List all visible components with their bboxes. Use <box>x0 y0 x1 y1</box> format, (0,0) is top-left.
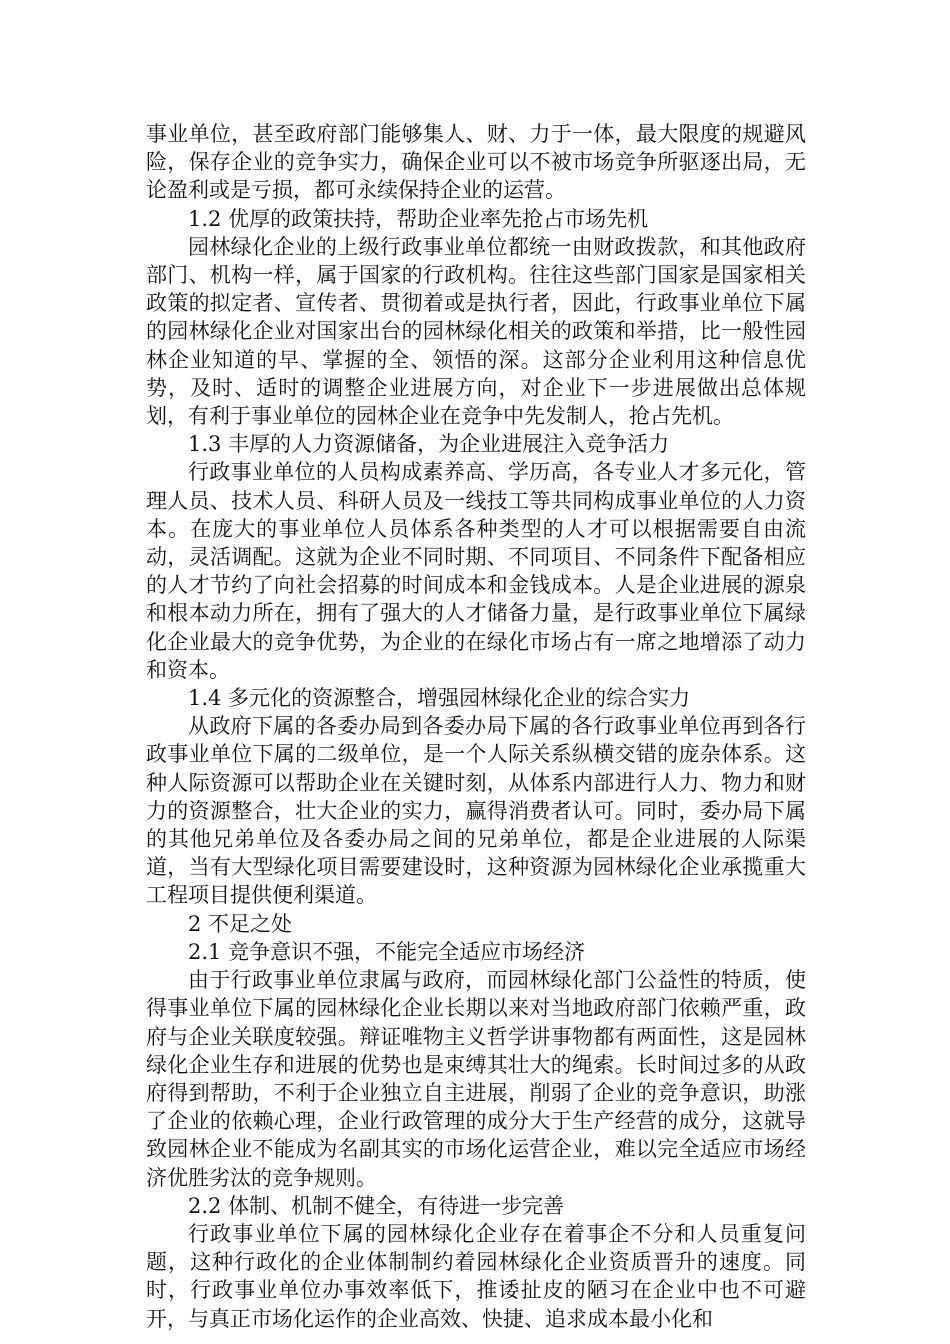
body-paragraph: 事业单位，甚至政府部门能够集人、财、力于一体，最大限度的规避风险，保存企业的竞争实力，确保企业可以不被市场竞争所驱逐出局，无论盈利或是亏损，都可永续保持企业的运营。 <box>146 122 806 203</box>
body-paragraph: 由于行政事业单位隶属与政府，而园林绿化部门公益性的特质，使得事业单位下属的园林绿化企业长期以来对当地政府部门依赖严重，政府与企业关联度较强。辩证唯物主义哲学讲事物都有两面性，这是园林绿化企业生存和进展的优势也是束缚其壮大的绳索。长时间过多的从政府得到帮助，不利于企业独立自主进展，削弱了企业的竞争意识，助涨了企业的依赖心理，企业行政管理的成分大于生产经营的成分，这就导致园林企业不能成为名副其实的市场化运营企业，难以完全适应市场经济优胜劣汰的竞争规则。 <box>146 968 806 1190</box>
body-paragraph: 园林绿化企业的上级行政事业单位都统一由财政拨款，和其他政府部门、机构一样，属于国家的行政机构。往往这些部门国家是国家相关政策的拟定者、宣传者、贯彻着或是执行者，因此，行政事业单位下属的园林绿化企业对国家出台的园林绿化相关的政策和举措，比一般性园林企业知道的早、掌握的全、领悟的深。这部分企业利用这种信息优势，及时、适时的调整企业进展方向，对企业下一步进展做出总体规划，有利于事业单位的园林企业在竞争中先发制人，抢占先机。 <box>146 234 806 429</box>
body-paragraph: 从政府下属的各委办局到各委办局下属的各行政事业单位再到各行政事业单位下属的二级单位，是一个人际关系纵横交错的庞杂体系。这种人际资源可以帮助企业在关键时刻，从体系内部进行人力、物力和财力的资源整合，壮大企业的实力，赢得消费者认可。同时，委办局下属的其他兄弟单位及各委办局之间的兄弟单位，都是企业进展的人际渠道，当有大型绿化项目需要建设时，这种资源为园林绿化企业承揽重大工程项目提供便利渠道。 <box>146 714 806 908</box>
section-heading: 1.4 多元化的资源整合，增强园林绿化企业的综合实力 <box>188 686 691 711</box>
section-heading: 1.3 丰厚的人力资源储备，为企业进展注入竞争活力 <box>188 432 670 457</box>
section-heading: 2.2 体制、机制不健全，有待进一步完善 <box>188 1193 565 1218</box>
document-page <box>146 120 806 1333</box>
section-heading: 1.2 优厚的政策扶持，帮助企业率先抢占市场先机 <box>188 206 649 231</box>
body-paragraph: 行政事业单位的人员构成素养高、学历高，各专业人才多元化，管理人员、技术人员、科研人员及一线技工等共同构成事业单位的人力资本。在庞大的事业单位人员体系各种类型的人才可以根据需要自由流动，灵活调配。这就为企业不同时期、不同项目、不同条件下配备相应的人才节约了向社会招募的时间成本和金钱成本。人是企业进展的源泉和根本动力所在，拥有了强大的人才储备力量，是行政事业单位下属绿化企业最大的竞争优势，为企业的在绿化市场占有一席之地增添了动力和资本。 <box>146 460 806 682</box>
body-paragraph: 行政事业单位下属的园林绿化企业存在着事企不分和人员重复问题，这种行政化的企业体制制约着园林绿化企业资质晋升的速度。同时，行政事业单位办事效率低下，推诿扯皮的陋习在企业中也不可避开，与真正市场化运作的企业高效、快捷、追求成本最小化和 <box>146 1221 806 1331</box>
section-heading: 2 不足之处 <box>188 911 293 936</box>
section-heading: 2.1 竞争意识不强，不能完全适应市场经济 <box>188 939 586 964</box>
